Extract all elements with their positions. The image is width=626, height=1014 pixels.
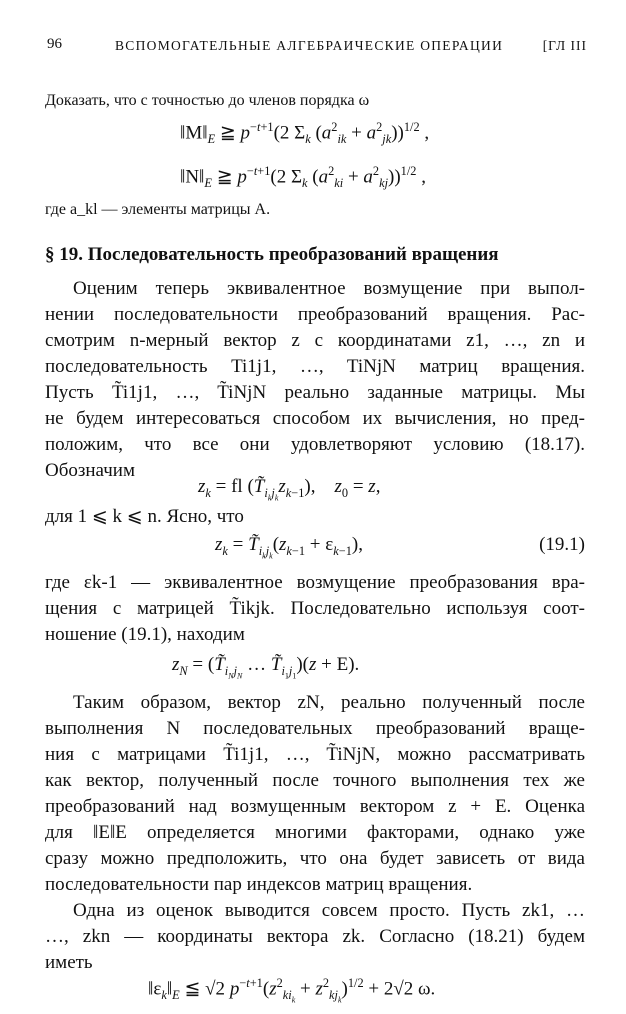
section-title: § 19. Последовательность преобразований вращения [45,244,499,265]
formula-zN: $z_N$ = ($T̃_{i_Nj_N}$ … $T̃_{i_1j_1})(z + E)$. [172,654,360,681]
chapter-label: [ГЛ III [542,38,587,53]
p1-line-8: Обозначим [45,460,135,481]
where-line: где a_kl — элементы матрицы A. [45,201,271,218]
formula-19-1: $z_k$ = $T̃_{i_kj_k}(z_{k-1} + \varepsilon_{k-1})$, [215,534,363,561]
formula-final: $‖\varepsilon_k‖_E$ ≦ √2 $p^{-t+1}(z^2_{ki_k} + z^2_{kj_k})^{1/2} + 2√2$ ω. [148,976,436,1005]
p4-line-1: Одна из оценок выводится совсем просто. Пусть zk1, … [73,900,585,921]
p3-line-4: как вектор, полученный после точного выполнения тех же [45,770,585,791]
p1-line-4: последовательность Ti1j1, …, TiNjN матриц вращения. [45,356,585,377]
p2-line-3: ношение (19.1), находим [45,624,245,645]
for-line: для 1 ⩽ k ⩽ n. Ясно, что [45,506,244,527]
formula-m-norm: $‖M‖_E$ ≧ $p^{-t+1}(2$ $\Sigma_k$ $(a^2_{ik} + a^2_{jk}))^{1/2}$ , [180,120,430,147]
p1-line-5: Пусть T̃i1j1, …, T̃iNjN реально заданные матрицы. Мы [45,382,585,403]
p3-line-3: ния с матрицами T̃i1j1, …, T̃iNjN, можно рассматривать [45,744,585,765]
p4-line-3: иметь [45,952,93,973]
p3-line-6: для ‖E‖E определяется многими факторами, однако уже [45,822,585,843]
running-title: ВСПОМОГАТЕЛЬНЫЕ АЛГЕБРАИЧЕСКИЕ ОПЕРАЦИИ [115,38,504,53]
p2-line-1: где εk-1 — эквивалентное возмущение преобразования вра- [45,572,585,593]
p3-line-5: преобразований над возмущенным вектором z + E. Оценка [45,796,585,817]
p1-line-1: Оценим теперь эквивалентное возмущение при выпол- [73,278,585,299]
p3-line-7: сразу можно предположить, что она будет зависеть от вида [45,848,585,869]
p2-line-2: щения с матрицей T̃ikjk. Последовательно используя соот- [45,598,585,619]
equation-number: (19.1) [539,534,585,555]
intro-line: Доказать, что с точностью до членов порядка ω [45,92,370,109]
p1-line-3: смотрим n-мерный вектор z с координатами z1, …, zn и [45,330,585,351]
page-number: 96 [47,36,62,52]
p1-line-6: не будем интересоваться способом их вычисления, но пред- [45,408,585,429]
p3-line-1: Таким образом, вектор zN, реально полученный после [73,692,585,713]
formula-n-norm: $‖N‖_E$ ≧ $p^{-t+1}(2$ $\Sigma_k$ $(a^2_{ki} + a^2_{kj}))^{1/2}$ , [180,164,426,191]
p3-line-8: последовательности пар индексов матриц вращения. [45,874,473,895]
running-header [47,36,587,56]
p1-line-2: нении последовательности преобразований вращения. Рас- [45,304,585,325]
p3-line-2: выполнения N последовательных преобразований враще- [45,718,585,739]
p4-line-2: …, zkn — координаты вектора zk. Согласно (18.21) будем [45,926,585,947]
formula-zk: $z_k$ = fl $(T̃_{i_kj_k}z_{k-1})$, $z_0 = z$, [198,476,381,503]
p1-line-7: положим, что все они удовлетворяют условию (18.17). [45,434,585,455]
